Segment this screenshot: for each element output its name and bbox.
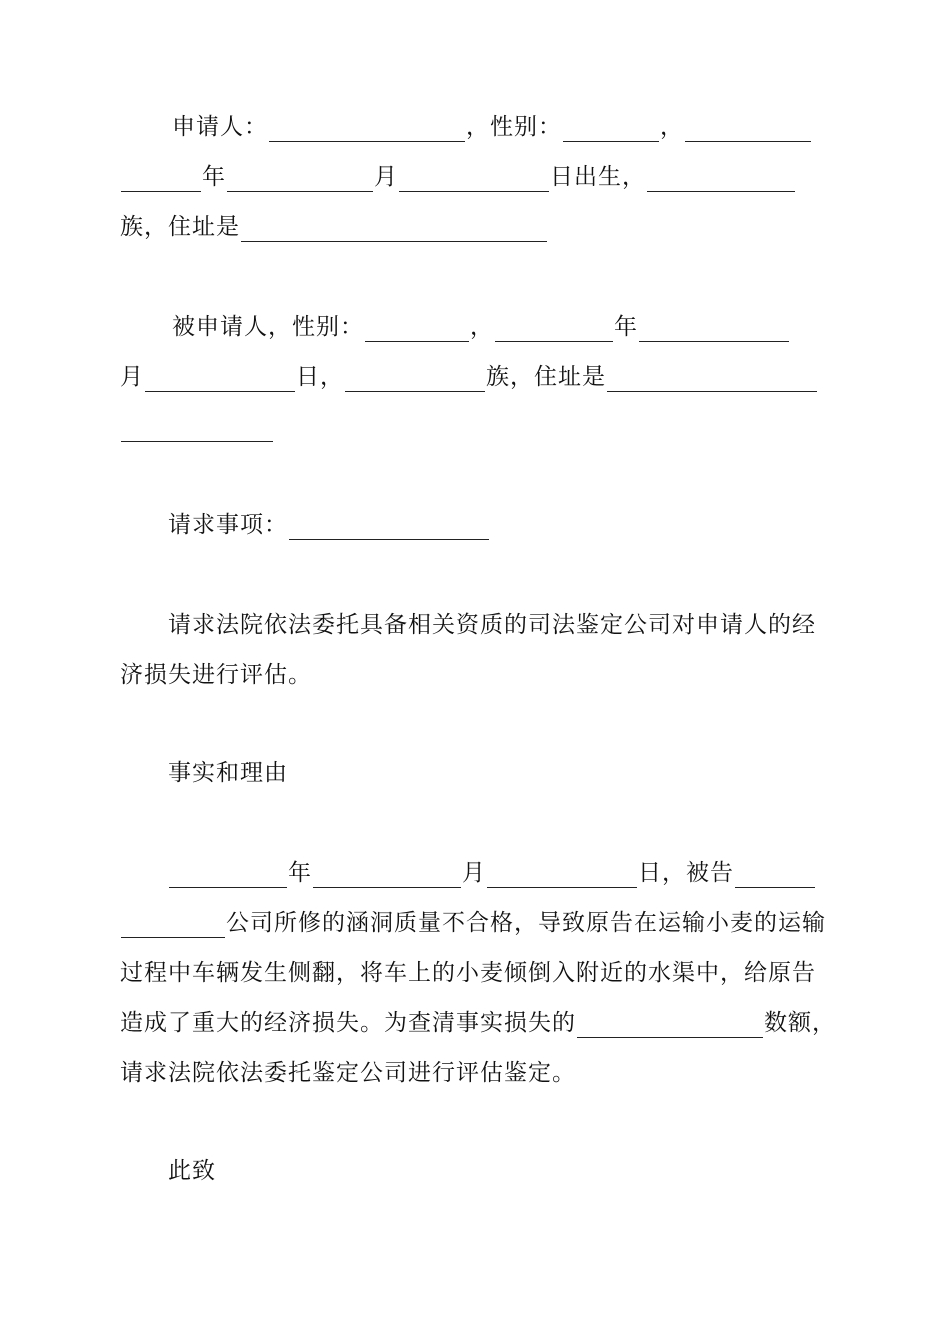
facts-text-3: 过程中车辆发生侧翻，将车上的小麦倾倒入附近的水渠中，给原告: [120, 960, 816, 986]
respondent-address-blank-1: [607, 367, 817, 392]
facts-text-2: 公司所修的涵洞质量不合格，导致原告在运输小麦的运输: [226, 910, 826, 936]
facts-heading-line: [120, 758, 832, 788]
applicant-born-label: 日出生，: [550, 164, 646, 190]
applicant-comma: ，: [660, 114, 684, 140]
applicant-month-blank: [227, 167, 373, 192]
facts-line-1: [120, 858, 832, 888]
respondent-month-blank-1: [639, 317, 789, 342]
applicant-line-1: [120, 112, 832, 142]
facts-line-4: [120, 1008, 836, 1038]
applicant-address-blank: [241, 217, 547, 242]
facts-defendant-blank-2: [121, 913, 225, 938]
applicant-name-blank: [269, 117, 465, 142]
request-text-2: 济损失进行评估。: [120, 662, 312, 688]
applicant-ethnicity-address-label: 族，住址是: [120, 214, 240, 240]
applicant-line-2: [120, 162, 832, 192]
request-text-line-1: [120, 610, 832, 640]
applicant-day-blank: [399, 167, 549, 192]
respondent-line-1: [120, 312, 832, 342]
respondent-day-label: 日，: [296, 364, 344, 390]
facts-year-label: 年: [288, 860, 312, 886]
request-blank: [289, 515, 489, 540]
respondent-ethnicity-address-label: 族，住址是: [486, 364, 606, 390]
facts-year-blank: [169, 863, 287, 888]
respondent-comma: ，: [470, 314, 494, 340]
request-text-line-2: [120, 660, 832, 690]
applicant-gender-blank: [563, 117, 659, 142]
facts-day-blank: [487, 863, 637, 888]
applicant-month-label: 月: [374, 164, 398, 190]
facts-month-label: 月: [462, 860, 486, 886]
facts-line-3: [120, 958, 832, 988]
respondent-line-2: [120, 362, 832, 392]
applicant-year-blank: [121, 167, 201, 192]
facts-amount-blank: [577, 1013, 763, 1038]
respondent-year-label: 年: [614, 314, 638, 340]
respondent-ethnicity-blank: [345, 367, 485, 392]
closing-line: [120, 1156, 832, 1186]
facts-day-defendant-label: 日，被告: [638, 860, 734, 886]
request-label: 请求事项：: [168, 512, 288, 538]
applicant-label: 申请人：: [172, 114, 268, 140]
request-label-line: [120, 510, 832, 540]
facts-text-5: 请求法院依法委托鉴定公司进行评估鉴定。: [120, 1060, 576, 1086]
facts-text-4b: 数额，: [764, 1010, 836, 1036]
respondent-day-blank: [145, 367, 295, 392]
applicant-gender-label: ，性别：: [466, 114, 562, 140]
applicant-year-label: 年: [202, 164, 226, 190]
applicant-extra-blank: [685, 117, 811, 142]
respondent-month-label: 月: [120, 364, 144, 390]
respondent-label: 被申请人，性别：: [172, 314, 364, 340]
respondent-line-3: [120, 412, 832, 442]
closing-text: 此致: [168, 1158, 216, 1184]
respondent-address-blank-2: [121, 417, 273, 442]
respondent-year-blank: [495, 317, 613, 342]
facts-line-5: [120, 1058, 832, 1088]
facts-defendant-blank-1: [735, 863, 815, 888]
facts-text-4a: 造成了重大的经济损失。为查清事实损失的: [120, 1010, 576, 1036]
facts-month-blank: [313, 863, 461, 888]
facts-line-2: [120, 908, 832, 938]
request-text-1: 请求法院依法委托具备相关资质的司法鉴定公司对申请人的经: [168, 612, 816, 638]
applicant-ethnicity-blank: [647, 167, 795, 192]
applicant-line-3: [120, 212, 832, 242]
respondent-gender-blank: [365, 317, 469, 342]
facts-heading: 事实和理由: [168, 760, 288, 786]
